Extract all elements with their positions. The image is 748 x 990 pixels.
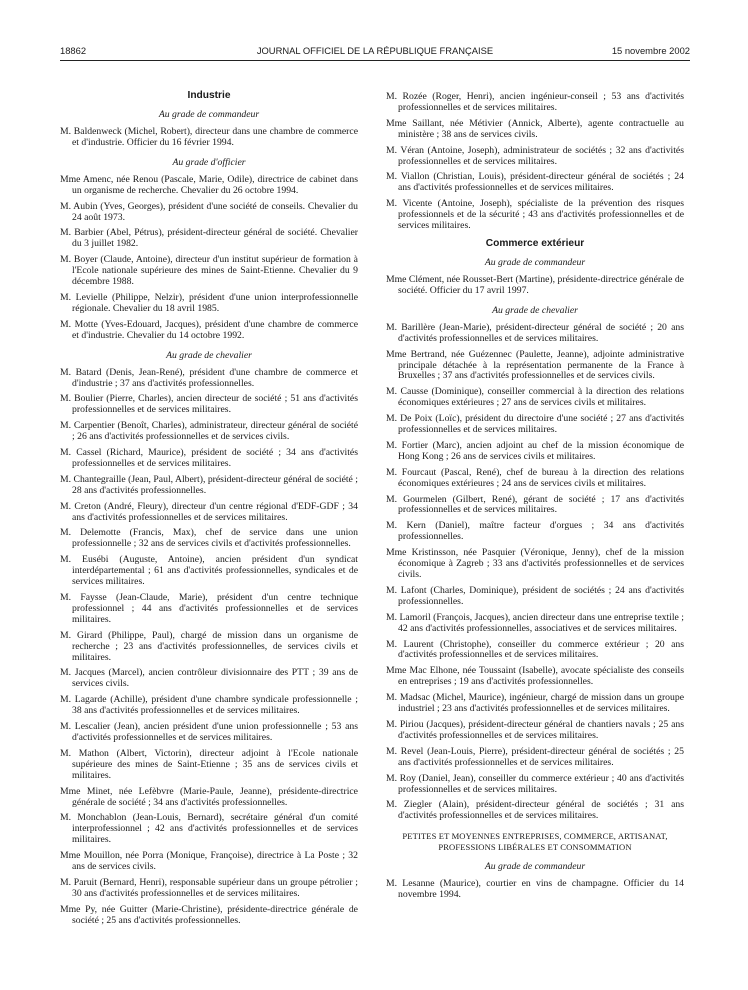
- honoree-entry: M. Rozée (Roger, Henri), ancien ingénieur-conseil ; 53 ans d'activités professionnelles et de services militaires.: [386, 91, 684, 113]
- ministry-heading: PETITES ET MOYENNES ENTREPRISES, COMMERCE, ARTISANAT, PROFESSIONS LIBÉRALES ET CONSOMMATION: [402, 831, 668, 853]
- honoree-entry: M. Boyer (Claude, Antoine), directeur d'un institut supérieur de formation à l'Ecole nationale supérieure des mines de Saint-Etienne. Chevalier du 9 décembre 1988.: [60, 254, 358, 288]
- honoree-entry: M. Véran (Antoine, Joseph), administrateur de sociétés ; 32 ans d'activités professionnelles et de services militaires.: [386, 144, 684, 167]
- honoree-entry: M. Jacques (Marcel), ancien contrôleur divisionnaire des PTT ; 39 ans de services civils.: [60, 667, 358, 690]
- honoree-entry: M. Motte (Yves-Edouard, Jacques), président d'une chambre de commerce et d'industrie. Chevalier du 14 octobre 1992.: [60, 318, 358, 341]
- section-heading: Commerce extérieur: [485, 237, 585, 249]
- honoree-entry: M. Creton (André, Fleury), directeur d'un centre régional d'EDF-GDF ; 34 ans d'activités professionnelles et de services militaires.: [60, 500, 358, 523]
- grade-heading: Au grade d'officier: [172, 156, 246, 168]
- honoree-entry: M. Batard (Denis, Jean-René), président d'une chambre de commerce et d'industrie ; 37 ans d'activités professionnelles.: [60, 366, 358, 389]
- honoree-entry: M. Lafont (Charles, Dominique), président de sociétés ; 24 ans d'activités professionnelles.: [386, 584, 684, 607]
- honoree-entry: M. Roy (Daniel, Jean), conseiller du commerce extérieur ; 40 ans d'activités professionnelles et de services militaires.: [386, 772, 684, 795]
- honoree-entry: M. Eusébi (Auguste, Antoine), ancien président d'un syndicat interdépartemental ; 61 ans d'activités professionnelles, syndicales et de services militaires.: [60, 554, 358, 588]
- honoree-entry: M. Ziegler (Alain), président-directeur général de sociétés ; 31 ans d'activités professionnelles et de services militaires.: [386, 799, 684, 822]
- honoree-entry: M. Revel (Jean-Louis, Pierre), président-directeur général de sociétés ; 25 ans d'activités professionnelles et de services militaires.: [386, 745, 684, 768]
- grade-heading: Au grade de chevalier: [492, 304, 578, 316]
- honoree-entry: M. Boulier (Pierre, Charles), ancien directeur de société ; 51 ans d'activités professionnelles et de services militaires.: [60, 393, 358, 416]
- honoree-entry: M. Piriou (Jacques), président-directeur général de chantiers navals ; 25 ans d'activités professionnelles et de services militaires.: [386, 718, 684, 741]
- right-column: [386, 92, 684, 906]
- journal-title: JOURNAL OFFICIEL DE LA RÉPUBLIQUE FRANÇAISE: [256, 45, 494, 56]
- grade-heading: Au grade de commandeur: [484, 861, 586, 873]
- honoree-entry: M. Faysse (Jean-Claude, Marie), président d'un centre technique professionnel ; 44 ans d'activités professionnelles et de services militaires.: [60, 592, 358, 625]
- honoree-entry: M. Lescalier (Jean), ancien président d'une union professionnelle ; 53 ans d'activités professionnelles et de services militaires.: [60, 721, 358, 743]
- honoree-entry: M. Chantegraille (Jean, Paul, Albert), président-directeur général de société ; 28 ans d'activités professionnelles.: [60, 473, 358, 496]
- honoree-entry: Mme Py, née Guitter (Marie-Christine), présidente-directrice générale de société ; 25 ans d'activités professionnelles.: [60, 903, 358, 926]
- honoree-entry: M. Baldenweck (Michel, Robert), directeur dans une chambre de commerce et d'industrie. Officier du 16 février 1994.: [60, 126, 358, 148]
- issue-date: 15 novembre 2002: [611, 45, 690, 56]
- left-column: [60, 84, 358, 932]
- honoree-entry: M. Gourmelen (Gilbert, René), gérant de société ; 17 ans d'activités professionnelles et de services militaires.: [386, 493, 684, 516]
- honoree-entry: M. Cassel (Richard, Maurice), président de société ; 34 ans d'activités professionnelles et de services militaires.: [60, 447, 358, 469]
- honoree-entry: M. Mathon (Albert, Victorin), directeur adjoint à l'Ecole nationale supérieure des mines de Saint-Etienne ; 35 ans de services civils et militaires.: [60, 747, 358, 781]
- honoree-entry: Mme Kristinsson, née Pasquier (Véronique, Jenny), chef de la mission économique à Zagreb ; 33 ans d'activités professionnelles et de services civils.: [386, 547, 684, 580]
- grade-heading: Au grade de commandeur: [158, 109, 260, 120]
- honoree-entry: Mme Clément, née Rousset-Bert (Martine), présidente-directrice générale de société. Officier du 17 avril 1997.: [386, 273, 684, 296]
- grade-heading: Au grade de chevalier: [166, 349, 252, 361]
- honoree-entry: M. Fortier (Marc), ancien adjoint au chef de la mission économique de Hong Kong ; 26 ans de services civils et militaires.: [386, 439, 684, 462]
- honoree-entry: Mme Mac Elhone, née Toussaint (Isabelle), avocate spécialiste des conseils en entreprises ; 19 ans d'activités professionnelles.: [386, 665, 684, 688]
- honoree-entry: M. Barbier (Abel, Pétrus), président-directeur général de société. Chevalier du 3 juillet 1982.: [60, 227, 358, 250]
- honoree-entry: Mme Mouillon, née Porra (Monique, Françoise), directrice à La Poste ; 32 ans de services civils.: [60, 850, 358, 873]
- honoree-entry: M. Lagarde (Achille), président d'une chambre syndicale professionnelle ; 38 ans d'activités professionnelles et de services militaires.: [60, 694, 358, 717]
- honoree-entry: M. Delemotte (Francis, Max), chef de service dans une union professionnelle ; 32 ans de services civils et d'activités professionnelles.: [60, 527, 358, 550]
- honoree-entry: M. Lesanne (Maurice), courtier en vins de champagne. Officier du 14 novembre 1994.: [386, 878, 684, 900]
- honoree-entry: M. Madsac (Michel, Maurice), ingénieur, chargé de mission dans un groupe industriel ; 23 ans d'activités professionnelles et de services militaires.: [386, 692, 684, 715]
- honoree-entry: M. Fourcaut (Pascal, René), chef de bureau à la direction des relations économiques extérieures ; 24 ans de services civils et militaires.: [386, 466, 684, 489]
- honoree-entry: M. Girard (Philippe, Paul), chargé de mission dans un organisme de recherche ; 23 ans d'activités professionnelles, de services civils et militaires.: [60, 629, 358, 663]
- page-header: [60, 45, 690, 59]
- honoree-entry: Mme Minet, née Lefèbvre (Marie-Paule, Jeanne), présidente-directrice générale de société ; 34 ans d'activités professionnelles.: [60, 785, 358, 808]
- honoree-entry: M. Laurent (Christophe), conseiller du commerce extérieur ; 20 ans d'activités professionnelles et de services militaires.: [386, 638, 684, 661]
- header-rule: [60, 60, 690, 61]
- honoree-entry: Mme Amenc, née Renou (Pascale, Marie, Odile), directrice de cabinet dans un organisme de recherche. Chevalier du 26 octobre 1994.: [60, 173, 358, 196]
- honoree-entry: M. Paruit (Bernard, Henri), responsable supérieur dans un groupe pétrolier ; 30 ans d'activités professionnelles et de services militaires.: [60, 876, 358, 899]
- honoree-entry: M. Viallon (Christian, Louis), président-directeur général de sociétés ; 24 ans d'activités professionnelles et de services militaires.: [386, 171, 684, 194]
- honoree-entry: M. Levielle (Philippe, Nelzir), président d'une union interprofessionnelle régionale. Chevalier du 18 avril 1985.: [60, 291, 358, 314]
- grade-heading: Au grade de commandeur: [484, 256, 586, 268]
- section-heading: Industrie: [187, 90, 231, 101]
- honoree-entry: M. Aubin (Yves, Georges), président d'une société de conseils. Chevalier du 24 août 1973.: [60, 200, 358, 223]
- honoree-entry: M. Causse (Dominique), conseiller commercial à la direction des relations économiques extérieures ; 27 ans de services civils et militaires.: [386, 386, 684, 409]
- honoree-entry: M. De Poix (Loïc), président du directoire d'une société ; 27 ans d'activités professionnelles et de services militaires.: [386, 413, 684, 436]
- honoree-entry: M. Barillère (Jean-Marie), président-directeur général de société ; 20 ans d'activités professionnelles et de services militaires.: [386, 321, 684, 344]
- honoree-entry: Mme Bertrand, née Guézennec (Paulette, Jeanne), adjointe administrative principale détachée à la représentation permanente de la France à Bruxelles ; 37 ans d'activités professionnelles et de services civils.: [386, 348, 684, 382]
- honoree-entry: M. Carpentier (Benoît, Charles), administrateur, directeur général de société ; 26 ans d'activités professionnelles et de services civils.: [60, 420, 358, 443]
- page-number: 18862: [60, 45, 87, 56]
- honoree-entry: M. Lamoril (François, Jacques), ancien directeur dans une entreprise textile ; 42 ans d'activités professionnelles, associatives et de services militaires.: [386, 611, 684, 634]
- honoree-entry: M. Vicente (Antoine, Joseph), spécialiste de la prévention des risques professionnels et de la sécurité ; 43 ans d'activités professionnelles et de services militaires.: [386, 198, 684, 232]
- honoree-entry: M. Monchablon (Jean-Louis, Bernard), secrétaire général d'un comité interprofessionnel ; 42 ans d'activités professionnelles et de services militaires.: [60, 812, 358, 846]
- honoree-entry: Mme Saillant, née Métivier (Annick, Alberte), agente contractuelle au ministère ; 38 ans de services civils.: [386, 117, 684, 140]
- honoree-entry: M. Kern (Daniel), maître facteur d'orgues ; 34 ans d'activités professionnelles.: [386, 520, 684, 543]
